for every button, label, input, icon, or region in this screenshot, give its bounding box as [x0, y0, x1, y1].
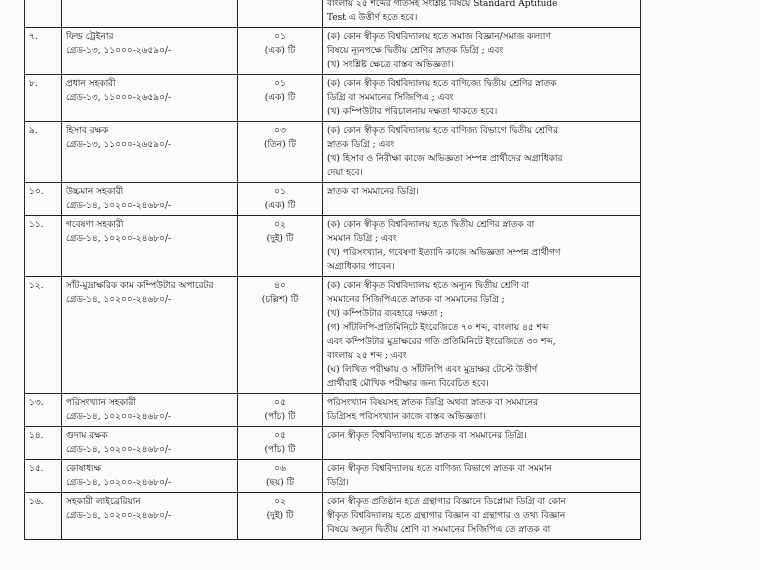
- pay-grade: গ্রেড-১৪, ১০২০০-২৪৬৮০/-: [66, 511, 172, 521]
- post-name: কোষাধ্যক্ষ: [66, 464, 102, 474]
- qualification-line: স্নাতক বা সমমানের ডিগ্রি।: [327, 187, 419, 197]
- serial-number: ১০.: [25, 183, 62, 216]
- qualification-line: বাংলায় ২৫ শব্দের গতিসহ সংশ্লিষ্ট বিষয়ে Standard Aptitude: [327, 0, 558, 9]
- qualification-line: ডিগ্রি বা সমমানের সিজিপিএ ; এবং: [327, 93, 454, 103]
- qualification-line: (ক) কোন স্বীকৃত বিশ্ববিদ্যালয় হতে বাণিজ্য বিভাগে দ্বিতীয় শ্রেণির: [327, 126, 559, 136]
- post-cell: [62, 28, 238, 75]
- qualification-line: (খ) পরিসংখ্যান, গবেষণা ইত্যাদি কাজে অভিজ্ঞতা সম্পন্ন প্রার্থীগণ: [327, 248, 561, 258]
- post-name: গুদাম রক্ষক: [66, 431, 108, 441]
- post-cell: [62, 75, 238, 122]
- post-count-cell: [238, 460, 323, 493]
- table-row: [25, 28, 641, 75]
- table-row: [25, 460, 641, 493]
- pay-grade: গ্রেড-১৪, ১০২০০-২৪৬৮০/-: [66, 445, 172, 455]
- qualification-cell: [323, 277, 641, 394]
- serial-number: [25, 0, 62, 28]
- post-count-words: (তিন) টি: [263, 140, 297, 150]
- table-row: [25, 216, 641, 277]
- post-count-words: (এক) টি: [264, 46, 296, 56]
- post-count-cell: [238, 183, 323, 216]
- table-row: [25, 493, 641, 540]
- post-count-cell: [238, 427, 323, 460]
- post-cell: [62, 0, 238, 28]
- post-cell: [62, 493, 238, 540]
- qualification-line: সমমান ডিগ্রি ; এবং: [327, 234, 397, 244]
- serial-number: ৭.: [25, 28, 62, 75]
- qualification-line: বিষয়ে ন্যূনপক্ষে দ্বিতীয় শ্রেণির স্নাতক ডিগ্রি ; এবং: [327, 46, 504, 56]
- qualification-cell: [323, 0, 641, 28]
- post-count-cell: [238, 277, 323, 394]
- post-name: উচ্চমান সহকারী: [66, 187, 124, 197]
- table-row: [25, 0, 641, 28]
- post-count: ০৫: [274, 431, 286, 441]
- post-count-words: (পাঁচ) টি: [264, 445, 296, 455]
- post-count-words: (ছয়) টি: [265, 478, 295, 488]
- post-cell: [62, 427, 238, 460]
- post-name: ফিল্ড ট্রেইনার: [66, 32, 114, 42]
- pay-grade: গ্রেড-১৪, ১০২০০-২৪৬৮০/-: [66, 295, 172, 305]
- pay-grade: গ্রেড-১৪, ১০২০০-২৪৬৮০/-: [66, 478, 172, 488]
- post-count-cell: [238, 216, 323, 277]
- serial-number: ৯.: [25, 122, 62, 183]
- serial-number: ১১.: [25, 216, 62, 277]
- qualification-cell: [323, 460, 641, 493]
- post-count-words: (দুই) টি: [266, 234, 294, 244]
- qualification-line: (ক) কোন স্বীকৃত বিশ্ববিদ্যালয় হতে সমাজ বিজ্ঞান/সমাজ কল্যাণ: [327, 32, 551, 42]
- pay-grade: গ্রেড-১৪, ১০২০০-২৪৬৮০/-: [66, 234, 172, 244]
- qualification-line: (খ) সংশ্লিষ্ট ক্ষেত্রে বাস্তব অভিজ্ঞতা।: [327, 60, 454, 70]
- qualification-cell: [323, 427, 641, 460]
- serial-number: ১৩.: [25, 394, 62, 427]
- post-count-words: (চল্লিশ) টি: [261, 295, 299, 305]
- qualification-cell: [323, 394, 641, 427]
- qualification-line: পরিসংখ্যান বিষয়সহ স্নাতক ডিগ্রি অথবা স্নাতক বা সমমানের: [327, 398, 539, 408]
- post-cell: [62, 394, 238, 427]
- qualification-line: (গ) সাঁটলিপি-প্রতিমিনিটে ইংরেজিতে ৭০ শব্দ, বাংলায় ৪৫ শব্দ: [327, 323, 549, 333]
- pay-grade: গ্রেড-১৩, ১১০০০-২৬৫৯০/-: [66, 93, 172, 103]
- serial-number: ১২.: [25, 277, 62, 394]
- pay-grade: গ্রেড-১৪, ১০২০০-২৪৬৮০/-: [66, 412, 172, 422]
- qualification-line: বাংলায় ২৫ শব্দ ; এবং: [327, 351, 407, 361]
- post-count-cell: [238, 0, 323, 28]
- table-row: [25, 394, 641, 427]
- post-name: প্রধান সহকারী: [66, 79, 116, 89]
- table-row: [25, 277, 641, 394]
- qualification-line: দেয়া হবে।: [327, 168, 363, 178]
- qualification-line: সমমানের সিজিপিএতে স্নাতক বা সমমানের ডিগ্রি ;: [327, 295, 505, 305]
- post-count-words: (এক) টি: [264, 201, 296, 211]
- qualification-line: অগ্রাধিকার পাবেন।: [327, 262, 395, 272]
- post-count: ০২: [274, 497, 286, 507]
- pay-grade: গ্রেড-১৩, ১১০০০-২৬৫৯০/-: [66, 46, 172, 56]
- qualification-line: (খ) কম্পিউটার পরিচালনায় দক্ষতা থাকতে হবে।: [327, 107, 498, 117]
- post-cell: [62, 460, 238, 493]
- qualification-cell: [323, 122, 641, 183]
- qualification-line: (ক) কোন স্বীকৃত বিশ্ববিদ্যালয় হতে বাণিজ্যে দ্বিতীয় শ্রেণির স্নাতক: [327, 79, 557, 89]
- post-cell: [62, 277, 238, 394]
- qualification-cell: [323, 183, 641, 216]
- qualification-line: এবং কম্পিউটার মুদ্রাক্ষরের গতি প্রতিমিনিটে ইংরেজিতে ৩০ শব্দ,: [327, 337, 556, 347]
- post-count: ০১: [274, 32, 286, 42]
- qualification-line: (ঘ) লিখিত পরীক্ষায় ও সাঁটলিপি এবং মুদ্রাক্ষর টেস্টে উত্তীর্ণ: [327, 365, 538, 375]
- post-count-cell: [238, 394, 323, 427]
- qualification-cell: [323, 28, 641, 75]
- post-count-cell: [238, 28, 323, 75]
- qualification-line: ডিগ্রি।: [327, 478, 349, 488]
- table-row: [25, 75, 641, 122]
- post-cell: [62, 216, 238, 277]
- qualification-line: (খ) কম্পিউটার ব্যবহারে দক্ষতা ;: [327, 309, 444, 319]
- qualification-line: কোন স্বীকৃত বিশ্ববিদ্যালয় হতে বাণিজ্য বিভাগে স্নাতক বা সমমান: [327, 464, 552, 474]
- qualification-line: প্রার্থীরাই মৌখিক পরীক্ষার জন্য বিবেচিত হবে।: [327, 379, 489, 389]
- serial-number: ৮.: [25, 75, 62, 122]
- qualification-line: ডিগ্রিসহ পরিসংখ্যান কাজে বাস্তব অভিজ্ঞতা।: [327, 412, 486, 422]
- serial-number: ১৪.: [25, 427, 62, 460]
- qualification-line: (ক) কোন স্বীকৃত বিশ্ববিদ্যালয় হতে দ্বিতীয় শ্রেণির স্নাতক বা: [327, 220, 535, 230]
- post-name: পরিসংখ্যান সহকারী: [66, 398, 136, 408]
- post-count-cell: [238, 75, 323, 122]
- vacancy-table: [24, 0, 641, 540]
- pay-grade: গ্রেড-১৩, ১১০০০-২৬৫৯০/-: [66, 140, 172, 150]
- post-cell: [62, 122, 238, 183]
- serial-number: ১৫.: [25, 460, 62, 493]
- table-row: [25, 427, 641, 460]
- post-count: ০১: [274, 79, 286, 89]
- qualification-line: (খ) হিসাব ও নিরীক্ষা কাজে অভিজ্ঞতা সম্পন্ন প্রার্থীদের অগ্রাধিকার: [327, 154, 563, 164]
- qualification-line: বিষয়ে অন্যূন দ্বিতীয় শ্রেণি বা সমমানের সিজিপিএ তে স্নাতক বা: [327, 525, 551, 535]
- post-count: ০২: [274, 220, 286, 230]
- post-count: ০৩: [274, 126, 286, 136]
- post-cell: [62, 183, 238, 216]
- table-row: [25, 122, 641, 183]
- post-name: হিসাব রক্ষক: [66, 126, 109, 136]
- pay-grade: গ্রেড-১৪, ১০২০০-২৪৬৮০/-: [66, 201, 172, 211]
- qualification-cell: [323, 75, 641, 122]
- qualification-line: স্বীকৃত বিশ্ববিদ্যালয় হতে গ্রন্থাগার বিজ্ঞান বা গ্রন্থাগার ও তথ্য বিজ্ঞান: [327, 511, 566, 521]
- qualification-line: (ক) কোন স্বীকৃত বিশ্ববিদ্যালয় হতে অন্যূন দ্বিতীয় শ্রেণি বা: [327, 281, 530, 291]
- post-count: ৪০: [274, 281, 286, 291]
- qualification-cell: [323, 493, 641, 540]
- vacancy-table-body: [25, 0, 641, 540]
- post-name: সহকারী লাইব্রেরিয়ান: [66, 497, 141, 507]
- post-count-words: (পাঁচ) টি: [264, 412, 296, 422]
- post-count-words: (এক) টি: [264, 93, 296, 103]
- qualification-line: কোন স্বীকৃত প্রতিষ্ঠান হতে গ্রন্থাগার বিজ্ঞানে ডিপ্লোমা ডিগ্রি বা কোন: [327, 497, 566, 507]
- serial-number: ১৬.: [25, 493, 62, 540]
- post-name: সাঁট-মুদ্রাক্ষরিক কাম কম্পিউটার অপারেটর: [66, 281, 214, 291]
- qualification-line: কোন স্বীকৃত বিশ্ববিদ্যালয় হতে স্নাতক বা সমমানের ডিগ্রি।: [327, 431, 527, 441]
- qualification-line: Test এ উত্তীর্ণ হতে হবে।: [327, 13, 418, 23]
- post-count: ০৫: [274, 398, 286, 408]
- post-count: ০১: [274, 187, 286, 197]
- post-count-words: (দুই) টি: [266, 511, 294, 521]
- post-name: গবেষণা সহকারী: [66, 220, 124, 230]
- table-row: [25, 183, 641, 216]
- post-count-cell: [238, 122, 323, 183]
- qualification-line: স্নাতক ডিগ্রি ; এবং: [327, 140, 395, 150]
- post-count: ০৬: [274, 464, 286, 474]
- post-count-cell: [238, 493, 323, 540]
- qualification-cell: [323, 216, 641, 277]
